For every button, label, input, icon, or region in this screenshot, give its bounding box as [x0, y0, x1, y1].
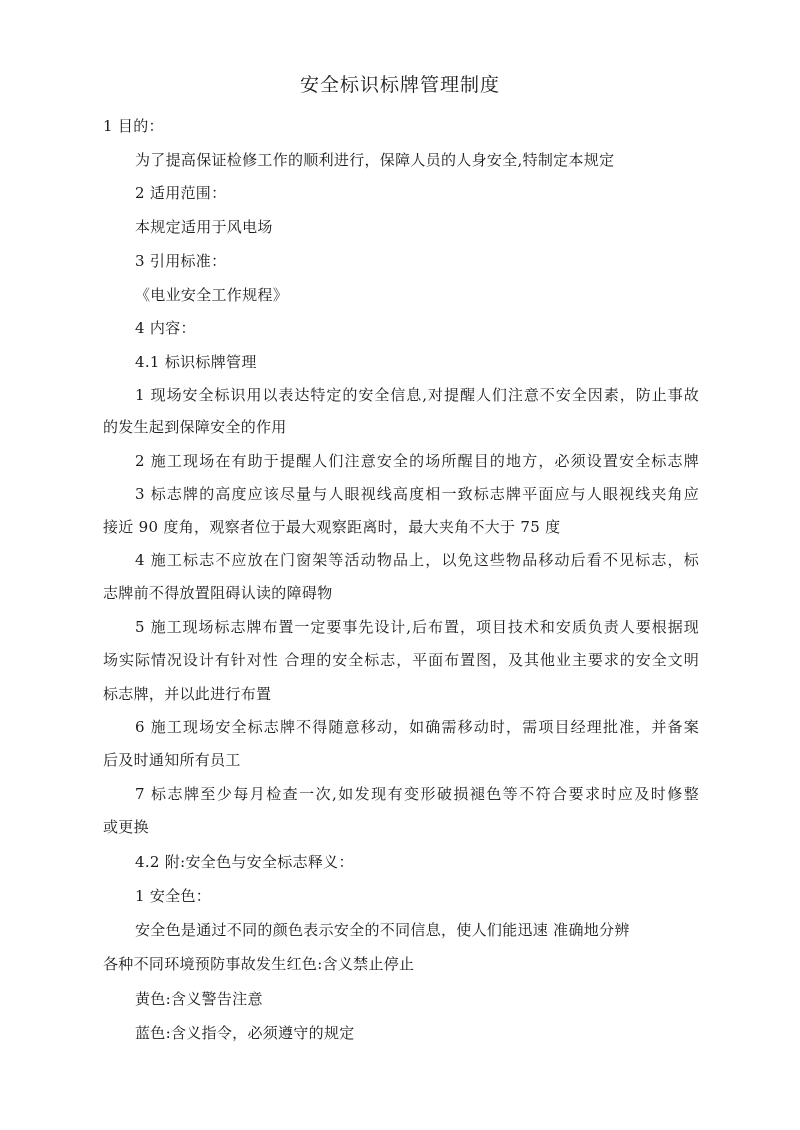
item-5-line-3: 标志牌，并以此进行布置	[103, 685, 272, 703]
document-title: 安全标识标牌管理制度	[299, 74, 500, 96]
yellow-color-definition: 黄色:含义警告注意	[135, 990, 263, 1008]
item-1-line-1: 1 现场安全标识用以表达特定的安全信息,对提醒人们注意不安全因素，防止事故	[135, 386, 699, 404]
blue-color-definition: 蓝色:含义指令，必须遵守的规定	[135, 1024, 355, 1042]
section-references-heading: 3 引用标准：	[135, 252, 227, 270]
safety-color-heading: 1 安全色：	[135, 887, 212, 905]
section-content-heading: 4 内容：	[135, 319, 196, 337]
item-7-line-2: 或更换	[103, 818, 149, 836]
item-4-line-2: 志牌前不得放置阻碍认读的障碍物	[103, 584, 333, 602]
paragraph-references: 《电业安全工作规程》	[135, 286, 289, 304]
item-3-line-2: 接近 90 度角，观察者位于最大观察距离时，最大夹角不大于 75 度	[103, 518, 561, 536]
item-6-line-2: 后及时通知所有员工	[103, 751, 241, 769]
paragraph-scope: 本规定适用于风电场	[135, 218, 273, 236]
subsection-4-2-heading: 4.2 附:安全色与安全标志释义：	[135, 853, 354, 871]
item-7-line-1: 7 标志牌至少每月检查一次,如发现有变形破损褪色等不符合要求时应及时修整	[135, 785, 699, 803]
section-purpose-heading: 1 目的：	[103, 117, 164, 135]
item-4-line-1: 4 施工标志不应放在门窗架等活动物品上，以免这些物品移动后看不见标志，标	[135, 551, 699, 569]
item-2-line-1: 2 施工现场在有助于提醒人们注意安全的场所醒目的地方，必须设置安全标志牌	[135, 452, 699, 470]
item-5-line-1: 5 施工现场标志牌布置一定要事先设计,后布置，项目技术和安质负责人要根据现	[135, 618, 699, 636]
item-3-line-1: 3 标志牌的高度应该尽量与人眼视线高度相一致标志牌平面应与人眼视线夹角应	[135, 485, 699, 503]
item-6-line-1: 6 施工现场安全标志牌不得随意移动，如确需移动时，需项目经理批准，并备案	[135, 718, 699, 736]
paragraph-purpose: 为了提高保证检修工作的顺利进行，保障人员的人身安全,特制定本规定	[135, 151, 615, 169]
safety-color-paragraph-line-2: 各种不同环境预防事故发生红色:含义禁止停止	[103, 955, 415, 973]
safety-color-paragraph-line-1: 安全色是通过不同的颜色表示安全的不同信息，使人们能迅速 准确地分辨	[135, 921, 630, 939]
item-5-line-2: 场实际情况设计有针对性 合理的安全标志，平面布置图，及其他业主要求的安全文明	[103, 651, 699, 669]
subsection-4-1-heading: 4.1 标识标牌管理	[135, 353, 257, 371]
section-scope-heading: 2 适用范围：	[135, 184, 227, 202]
item-1-line-2: 的发生起到保障安全的作用	[103, 418, 287, 436]
